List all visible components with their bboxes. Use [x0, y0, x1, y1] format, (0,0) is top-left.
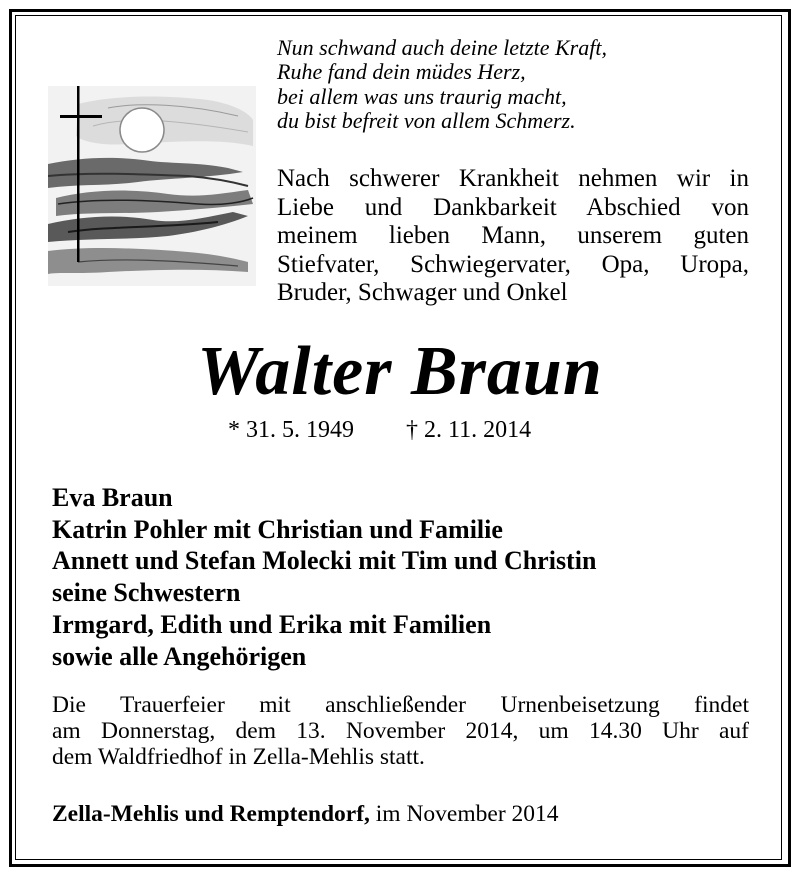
cross-sun-landscape-illustration: [48, 86, 256, 286]
intro-line: Stiefvater, Schwiegervater, Opa, Uropa,: [277, 250, 749, 278]
poem-line: bei allem was uns traurig macht,: [277, 83, 567, 109]
poem-line: du bist befreit von allem Schmerz.: [277, 107, 576, 133]
mourner-line: Katrin Pohler mit Christian und Familie: [52, 514, 503, 544]
closing-line: [52, 799, 749, 829]
funeral-line: Die Trauerfeier mit anschließender Urnenbeisetzung findet: [52, 692, 749, 718]
birth-date: * 31. 5. 1949: [228, 417, 354, 443]
intro-line: Liebe und Dankbarkeit Abschied von: [277, 193, 749, 221]
mourner-line: Irmgard, Edith und Erika mit Familien: [52, 609, 492, 639]
death-date: † 2. 11. 2014: [406, 417, 532, 443]
intro-line: Nach schwerer Krankheit nehmen wir in: [277, 165, 749, 192]
funeral-line: am Donnerstag, dem 13. November 2014, um 14.30 Uhr auf: [52, 718, 749, 744]
closing-places: Zella-Mehlis und Remptendorf,: [52, 801, 370, 827]
closing-date: im November 2014: [375, 801, 559, 827]
deceased-name: Walter Braun: [197, 333, 603, 410]
funeral-line: dem Waldfriedhof in Zella-Mehlis statt.: [52, 744, 425, 770]
life-dates: [228, 416, 628, 444]
poem: [277, 36, 697, 133]
funeral-info: [52, 692, 749, 770]
intro-text: [277, 165, 749, 308]
mourner-line: sowie alle Angehörigen: [52, 641, 307, 671]
poem-line: Ruhe fand dein müdes Herz,: [277, 59, 526, 85]
intro-line: Bruder, Schwager und Onkel: [277, 279, 568, 306]
mourner-line: Annett und Stefan Molecki mit Tim und Christin: [52, 546, 597, 576]
mourner-line: seine Schwestern: [52, 578, 241, 608]
intro-line: meinem lieben Mann, unserem guten: [277, 222, 749, 249]
poem-line: Nun schwand auch deine letzte Kraft,: [277, 35, 607, 60]
mourners-list: [52, 482, 772, 672]
mourner-line: Eva Braun: [52, 483, 173, 512]
sun-icon: [120, 108, 164, 152]
